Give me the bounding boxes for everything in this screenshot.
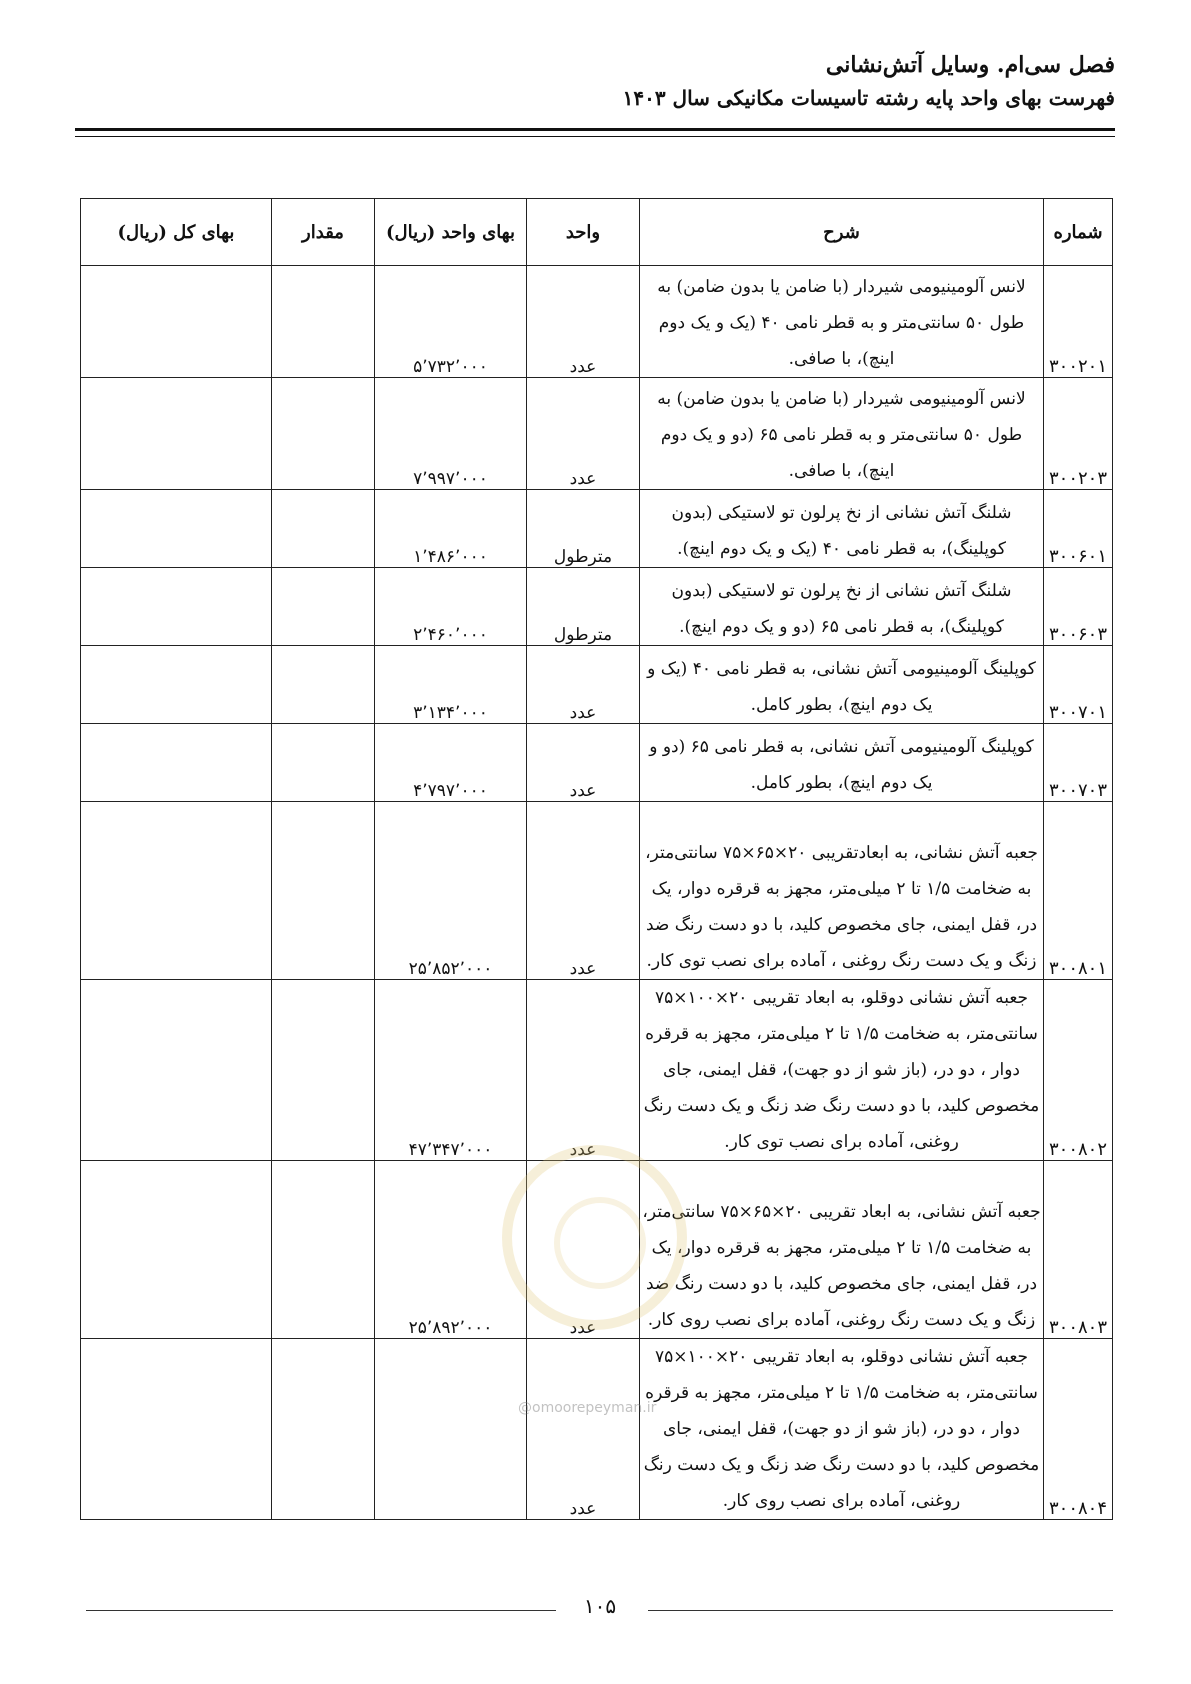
header-rule-thin [75,136,1115,137]
item-unit-price: ۲۵٬۸۹۲٬۰۰۰ [375,1161,527,1339]
item-description: شلنگ آتش نشانی از نخ پرلون تو لاستیکی (بدون کوپلینگ)، به قطر نامی ۶۵ (دو و یک دوم اینچ). [640,568,1044,646]
item-description: لانس آلومینیومی شیردار (با ضامن یا بدون ضامن) به طول ۵۰ سانتی‌متر و به قطر نامی ۶۵ (دو و یک دوم اینچ)، با صافی. [640,378,1044,490]
table-row [81,1339,1113,1520]
item-unit-price: ۱٬۴۸۶٬۰۰۰ [375,490,527,568]
column-header-unit-price: بهای واحد (ریال) [375,199,527,266]
item-description: کوپلینگ آلومینیومی آتش نشانی، به قطر نامی ۴۰ (یک و یک دوم اینچ)، بطور کامل. [640,646,1044,724]
item-quantity [272,266,375,378]
column-header-unit: واحد [527,199,640,266]
item-unit: عدد [527,646,640,724]
item-unit-price: ۳٬۱۳۴٬۰۰۰ [375,646,527,724]
item-unit-price: ۵٬۷۳۲٬۰۰۰ [375,266,527,378]
item-code: ۳۰۰۷۰۳ [1044,724,1113,802]
table-row [81,378,1113,490]
item-description: جعبه آتش نشانی دوقلو، به ابعاد تقریبی ۲۰×۱۰۰×۷۵ سانتی‌متر، به ضخامت ۱/۵ تا ۲ میلی‌متر، مجهز به قرقره دوار ، دو در، (باز شو از دو جهت)، قفل ایمنی، جای مخصوص کلید، با دو دست رنگ ضد زنگ و یک دست رنگ روغنی، آماده برای نصب روی کار. [640,1339,1044,1520]
table-row [81,568,1113,646]
footer-line-right [648,1610,1113,1611]
item-quantity [272,1339,375,1520]
table-row [81,980,1113,1161]
footer-line-left [86,1610,556,1611]
item-total-price [81,980,272,1161]
item-code: ۳۰۰۸۰۳ [1044,1161,1113,1339]
item-unit-price: ۷٬۹۹۷٬۰۰۰ [375,378,527,490]
column-header-total-price: بهای کل (ریال) [81,199,272,266]
item-quantity [272,724,375,802]
item-unit: عدد [527,802,640,980]
table-row [81,802,1113,980]
item-total-price [81,378,272,490]
item-description: جعبه آتش نشانی، به ابعادتقریبی ۲۰×۶۵×۷۵ سانتی‌متر، به ضخامت ۱/۵ تا ۲ میلی‌متر، مجهز به قرقره دوار، یک در، قفل ایمنی، جای مخصوص کلید، با دو دست رنگ ضد زنگ و یک دست رنگ روغنی ، آماده برای نصب توی کار. [640,802,1044,980]
table-row [81,724,1113,802]
item-description: لانس آلومینیومی شیردار (با ضامن یا بدون ضامن) به طول ۵۰ سانتی‌متر و به قطر نامی ۴۰ (یک و یک دوم اینچ)، با صافی. [640,266,1044,378]
item-unit-price: ۴۷٬۳۴۷٬۰۰۰ [375,980,527,1161]
watermark-text: @omoorepeyman.ir [518,1400,657,1416]
item-quantity [272,490,375,568]
item-total-price [81,568,272,646]
column-header-description: شرح [640,199,1044,266]
table-row [81,490,1113,568]
item-unit-price: ۲۵٬۸۵۲٬۰۰۰ [375,802,527,980]
column-header-quantity: مقدار [272,199,375,266]
item-total-price [81,1339,272,1520]
item-description: جعبه آتش نشانی دوقلو، به ابعاد تقریبی ۲۰×۱۰۰×۷۵ سانتی‌متر، به ضخامت ۱/۵ تا ۲ میلی‌متر، مجهز به قرقره دوار ، دو در، (باز شو از دو جهت)، قفل ایمنی، جای مخصوص کلید، با دو دست رنگ ضد زنگ و یک دست رنگ روغنی، آماده برای نصب توی کار. [640,980,1044,1161]
item-code: ۳۰۰۸۰۴ [1044,1339,1113,1520]
item-total-price [81,646,272,724]
item-quantity [272,980,375,1161]
item-unit: عدد [527,1339,640,1520]
item-unit-price [375,1339,527,1520]
item-unit: مترطول [527,490,640,568]
item-total-price [81,802,272,980]
page-header [75,48,1115,114]
item-unit-price: ۲٬۴۶۰٬۰۰۰ [375,568,527,646]
item-quantity [272,646,375,724]
item-code: ۳۰۰۸۰۲ [1044,980,1113,1161]
item-description: کوپلینگ آلومینیومی آتش نشانی، به قطر نامی ۶۵ (دو و یک دوم اینچ)، بطور کامل. [640,724,1044,802]
item-quantity [272,568,375,646]
item-unit: مترطول [527,568,640,646]
header-rule-thick [75,128,1115,131]
watermark-logo [502,1145,687,1330]
table-row [81,646,1113,724]
item-total-price [81,266,272,378]
document-title: فهرست بهای واحد پایه رشته تاسیسات مکانیکی سال ۱۴۰۳ [622,86,1115,110]
item-code: ۳۰۰۶۰۳ [1044,568,1113,646]
item-unit: عدد [527,266,640,378]
item-unit: عدد [527,378,640,490]
item-code: ۳۰۰۲۰۱ [1044,266,1113,378]
table-header-row [81,199,1113,266]
item-quantity [272,1161,375,1339]
item-description: شلنگ آتش نشانی از نخ پرلون تو لاستیکی (بدون کوپلینگ)، به قطر نامی ۴۰ (یک و یک دوم اینچ). [640,490,1044,568]
item-total-price [81,1161,272,1339]
item-unit: عدد [527,724,640,802]
item-total-price [81,490,272,568]
item-code: ۳۰۰۷۰۱ [1044,646,1113,724]
chapter-title: فصل سی‌ام. وسایل آتش‌نشانی [825,52,1115,78]
item-code: ۳۰۰۶۰۱ [1044,490,1113,568]
item-unit-price: ۴٬۷۹۷٬۰۰۰ [375,724,527,802]
item-unit: عدد [527,980,640,1161]
item-code: ۳۰۰۸۰۱ [1044,802,1113,980]
item-total-price [81,724,272,802]
item-quantity [272,378,375,490]
item-description: جعبه آتش نشانی، به ابعاد تقریبی ۲۰×۶۵×۷۵ سانتی‌متر، به ضخامت ۱/۵ تا ۲ میلی‌متر، مجهز به قرقره دوار، یک در، قفل ایمنی، جای مخصوص کلید، با دو دست رنگ ضد زنگ و یک دست رنگ روغنی، آماده برای نصب روی کار. [640,1161,1044,1339]
item-unit: عدد [527,1161,640,1339]
column-header-code: شماره [1044,199,1113,266]
table-row [81,266,1113,378]
page-number: ۱۰۵ [583,1594,617,1618]
item-quantity [272,802,375,980]
item-code: ۳۰۰۲۰۳ [1044,378,1113,490]
